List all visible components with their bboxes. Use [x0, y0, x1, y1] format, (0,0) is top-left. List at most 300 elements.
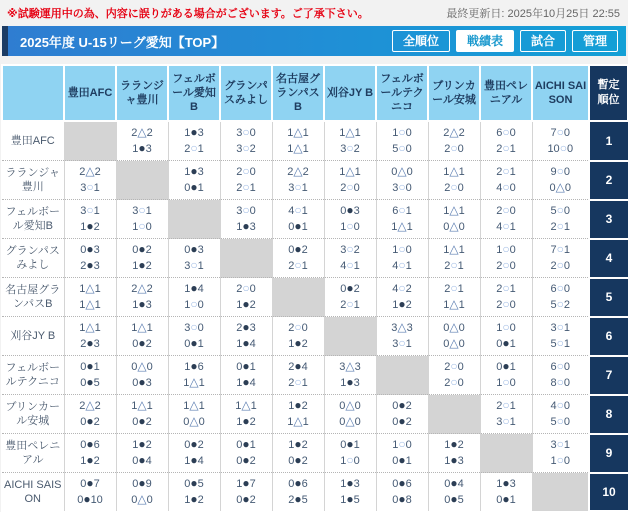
win-icon: ○ — [450, 281, 458, 295]
win-icon: ○ — [502, 258, 510, 272]
draw-icon: △ — [449, 164, 459, 178]
draw-icon: △ — [449, 219, 459, 233]
loss-icon: ● — [450, 492, 458, 506]
loss-icon: ● — [138, 437, 146, 451]
win-icon: ○ — [346, 297, 354, 311]
loss-icon: ● — [294, 437, 302, 451]
result-cell: 0●1 0●5 — [64, 356, 116, 395]
result-cell: 2○0 1●2 — [272, 317, 324, 356]
win-icon: ○ — [556, 242, 564, 256]
rank-cell: 10 — [589, 473, 628, 512]
result-cell: 0●4 0●5 — [428, 473, 480, 512]
rank-cell: 4 — [589, 239, 628, 278]
result-cell: 0●2 2○1 — [324, 278, 376, 317]
result-cell: 1●2 0●2 — [272, 434, 324, 473]
loss-icon: ● — [190, 453, 198, 467]
rank-cell: 3 — [589, 200, 628, 239]
win-icon: ○ — [502, 164, 510, 178]
self-match-cell — [272, 278, 324, 317]
result-cell: 0●2 1●4 — [168, 434, 220, 473]
result-cell: 1●2 0●4 — [116, 434, 168, 473]
notice-bar — [0, 0, 628, 24]
draw-icon: △ — [449, 125, 459, 139]
result-cell: 0●1 1○0 — [324, 434, 376, 473]
loss-icon: ● — [242, 437, 250, 451]
result-cell: 1△1 2○0 — [324, 161, 376, 200]
loss-icon: ● — [138, 414, 146, 428]
loss-icon: ● — [242, 320, 250, 334]
draw-icon: △ — [137, 398, 147, 412]
result-cell: 7○1 2○0 — [532, 239, 589, 278]
loss-icon: ● — [450, 476, 458, 490]
rank-cell: 7 — [589, 356, 628, 395]
result-cell: 1△1 0●2 — [116, 317, 168, 356]
loss-icon: ● — [138, 258, 146, 272]
draw-icon: △ — [397, 320, 407, 334]
result-cell: 1●3 2○1 — [168, 121, 220, 161]
win-icon: ○ — [242, 203, 250, 217]
result-cell: 0●6 2●5 — [272, 473, 324, 512]
loss-icon: ● — [398, 297, 406, 311]
result-cell: 0●3 2●3 — [64, 239, 116, 278]
loss-icon: ● — [294, 242, 302, 256]
result-cell: 0●3 3○1 — [168, 239, 220, 278]
row-header-team: ブリンカール安城 — [2, 395, 64, 434]
loss-icon: ● — [294, 219, 302, 233]
loss-icon: ● — [190, 125, 198, 139]
column-header-team: フェルボールテクニコ — [376, 65, 428, 121]
result-cell: 0●7 0●10 — [64, 473, 116, 512]
loss-icon: ● — [242, 219, 250, 233]
table-row — [2, 239, 628, 278]
loss-icon: ● — [242, 476, 250, 490]
win-icon: ○ — [556, 437, 564, 451]
loss-icon: ● — [138, 476, 146, 490]
table-row — [2, 473, 628, 512]
loss-icon: ● — [346, 476, 354, 490]
row-header-team: ラランジャ豊川 — [2, 161, 64, 200]
result-cell: 0△0 0△0 — [324, 395, 376, 434]
result-cell: 3○0 1●3 — [220, 200, 272, 239]
loss-icon: ● — [294, 453, 302, 467]
loss-icon: ● — [242, 492, 250, 506]
row-header-team: 名古屋グランパスB — [2, 278, 64, 317]
table-row — [2, 356, 628, 395]
draw-icon: △ — [189, 398, 199, 412]
result-cell: 4○0 5○0 — [532, 395, 589, 434]
win-icon: ○ — [556, 219, 564, 233]
admin-button[interactable]: 管理 — [572, 30, 618, 52]
result-cell: 6○0 2○1 — [480, 121, 532, 161]
win-icon: ○ — [502, 281, 510, 295]
result-cell: 0●2 2○1 — [272, 239, 324, 278]
result-cell: 2●4 2○1 — [272, 356, 324, 395]
loss-icon: ● — [294, 492, 302, 506]
result-cell: 1△1 1●2 — [220, 395, 272, 434]
loss-icon: ● — [138, 336, 146, 350]
table-row — [2, 161, 628, 200]
win-icon: ○ — [450, 375, 458, 389]
rank-cell: 2 — [589, 161, 628, 200]
win-icon: ○ — [346, 219, 354, 233]
draw-icon: △ — [397, 164, 407, 178]
draw-icon: △ — [345, 414, 355, 428]
win-icon: ○ — [346, 242, 354, 256]
draw-icon: △ — [137, 359, 147, 373]
loss-icon: ● — [138, 297, 146, 311]
page-title: 2025年度 U-15リーグ愛知【TOP】 — [20, 34, 225, 50]
draw-icon: △ — [449, 242, 459, 256]
loss-icon: ● — [346, 375, 354, 389]
win-icon: ○ — [86, 180, 94, 194]
loss-icon: ● — [86, 359, 94, 373]
result-cell: 2●3 1●4 — [220, 317, 272, 356]
win-icon: ○ — [398, 125, 406, 139]
row-header-team: 刈谷JY B — [2, 317, 64, 356]
win-icon: ○ — [502, 414, 510, 428]
result-cell: 3△3 1●3 — [324, 356, 376, 395]
notice-text: ※試験運用中の為、内容に誤りがある場合がございます。ご了承下さい。 — [7, 8, 369, 20]
table-row — [2, 317, 628, 356]
self-match-cell — [324, 317, 376, 356]
loss-icon: ● — [86, 219, 94, 233]
win-icon: ○ — [502, 219, 510, 233]
result-cell: 2△2 1●3 — [116, 121, 168, 161]
win-icon: ○ — [398, 141, 406, 155]
loss-icon: ● — [398, 414, 406, 428]
result-cell: 9○0 0△0 — [532, 161, 589, 200]
loss-icon: ● — [294, 476, 302, 490]
draw-icon: △ — [137, 281, 147, 295]
rank-cell: 1 — [589, 121, 628, 161]
result-cell: 2○0 1●2 — [220, 278, 272, 317]
row-header-team: AICHI SAISON — [2, 473, 64, 512]
win-icon: ○ — [242, 180, 250, 194]
rank-cell: 5 — [589, 278, 628, 317]
column-header-team: AICHI SAISON — [532, 65, 589, 121]
self-match-cell — [116, 161, 168, 200]
row-header-team: グランパスみよし — [2, 239, 64, 278]
column-header-team: グランパスみよし — [220, 65, 272, 121]
result-cell: 3○1 1○0 — [532, 434, 589, 473]
self-match-cell — [376, 356, 428, 395]
result-cell: 3○0 3○2 — [220, 121, 272, 161]
draw-icon: △ — [137, 320, 147, 334]
draw-icon: △ — [555, 180, 565, 194]
win-icon: ○ — [398, 180, 406, 194]
loss-icon: ● — [294, 359, 302, 373]
loss-icon: ● — [83, 492, 91, 506]
result-cell: 1△1 3○2 — [324, 121, 376, 161]
row-header-team: フェルボールテクニコ — [2, 356, 64, 395]
result-cell: 2○0 2○1 — [220, 161, 272, 200]
result-cell: 1●7 0●2 — [220, 473, 272, 512]
loss-icon: ● — [346, 492, 354, 506]
draw-icon: △ — [449, 203, 459, 217]
loss-icon: ● — [86, 453, 94, 467]
loss-icon: ● — [450, 437, 458, 451]
loss-icon: ● — [190, 476, 198, 490]
loss-icon: ● — [138, 141, 146, 155]
loss-icon: ● — [502, 359, 510, 373]
loss-icon: ● — [398, 492, 406, 506]
row-header-team: 豊田AFC — [2, 121, 64, 161]
result-cell: 3○0 0●1 — [168, 317, 220, 356]
win-icon: ○ — [450, 141, 458, 155]
result-cell: 0●1 1●4 — [220, 356, 272, 395]
result-cell: 3○1 1●2 — [64, 200, 116, 239]
table-row — [2, 121, 628, 161]
self-match-cell — [168, 200, 220, 239]
result-cell: 1○0 0●1 — [480, 317, 532, 356]
result-cell: 1●2 1●3 — [428, 434, 480, 473]
column-header-team: ラランジャ豊川 — [116, 65, 168, 121]
win-icon: ○ — [559, 141, 567, 155]
loss-icon: ● — [138, 242, 146, 256]
draw-icon: △ — [345, 359, 355, 373]
draw-icon: △ — [85, 320, 95, 334]
result-cell: 0●2 0●2 — [376, 395, 428, 434]
result-cell: 1●3 0●1 — [480, 473, 532, 512]
win-icon: ○ — [294, 258, 302, 272]
result-cell: 2○1 2○0 — [480, 278, 532, 317]
result-cell: 1●4 1○0 — [168, 278, 220, 317]
loss-icon: ● — [502, 336, 510, 350]
win-icon: ○ — [190, 320, 198, 334]
win-icon: ○ — [556, 258, 564, 272]
loss-icon: ● — [398, 476, 406, 490]
win-icon: ○ — [190, 297, 198, 311]
self-match-cell — [428, 395, 480, 434]
result-cell: 0●5 1●2 — [168, 473, 220, 512]
results-table-button[interactable]: 戦績表 — [456, 30, 514, 52]
result-cell: 2○1 1△1 — [428, 278, 480, 317]
loss-icon: ● — [86, 476, 94, 490]
matches-button[interactable]: 試合 — [520, 30, 566, 52]
self-match-cell — [64, 121, 116, 161]
win-icon: ○ — [346, 141, 354, 155]
loss-icon: ● — [86, 437, 94, 451]
loss-icon: ● — [190, 242, 198, 256]
draw-icon: △ — [449, 320, 459, 334]
draw-icon: △ — [85, 164, 95, 178]
loss-icon: ● — [502, 476, 510, 490]
win-icon: ○ — [346, 453, 354, 467]
draw-icon: △ — [293, 414, 303, 428]
win-icon: ○ — [556, 359, 564, 373]
rank-cell: 8 — [589, 395, 628, 434]
result-cell: 1○0 2○0 — [480, 239, 532, 278]
result-cell: 2△2 2○0 — [428, 121, 480, 161]
win-icon: ○ — [138, 203, 146, 217]
loss-icon: ● — [346, 203, 354, 217]
rank-cell: 6 — [589, 317, 628, 356]
result-cell: 0●2 1●2 — [116, 239, 168, 278]
self-match-cell — [480, 434, 532, 473]
column-header-team: 刈谷JY B — [324, 65, 376, 121]
win-icon: ○ — [346, 180, 354, 194]
result-cell: 0●1 0●2 — [220, 434, 272, 473]
loss-icon: ● — [190, 180, 198, 194]
result-cell: 2△2 3○1 — [64, 161, 116, 200]
loss-icon: ● — [242, 414, 250, 428]
win-icon: ○ — [502, 297, 510, 311]
corner-cell — [2, 65, 64, 121]
loss-icon: ● — [398, 453, 406, 467]
column-header-team: 豊田AFC — [64, 65, 116, 121]
table-row — [2, 434, 628, 473]
result-cell: 2○0 4○1 — [480, 200, 532, 239]
win-icon: ○ — [502, 203, 510, 217]
result-cell: 1△1 1△1 — [64, 278, 116, 317]
win-icon: ○ — [346, 258, 354, 272]
result-cell: 2○1 4○0 — [480, 161, 532, 200]
result-cell: 1△1 2○0 — [428, 161, 480, 200]
table-row — [2, 395, 628, 434]
result-cell: 3○1 1○0 — [116, 200, 168, 239]
result-cell: 1○0 5○0 — [376, 121, 428, 161]
result-cell: 2△2 1●3 — [116, 278, 168, 317]
result-cell: 1△1 1△1 — [272, 121, 324, 161]
result-cell: 1△1 0△0 — [168, 395, 220, 434]
loss-icon: ● — [242, 453, 250, 467]
win-icon: ○ — [450, 359, 458, 373]
result-cell: 2△2 3○1 — [272, 161, 324, 200]
win-icon: ○ — [556, 414, 564, 428]
win-icon: ○ — [556, 297, 564, 311]
title-bar — [2, 26, 626, 56]
loss-icon: ● — [346, 281, 354, 295]
win-icon: ○ — [556, 375, 564, 389]
self-match-cell — [532, 473, 589, 512]
draw-icon: △ — [397, 219, 407, 233]
win-icon: ○ — [502, 320, 510, 334]
result-cell: 0△0 3○0 — [376, 161, 428, 200]
draw-icon: △ — [189, 414, 199, 428]
column-header-team: 名古屋グランパスB — [272, 65, 324, 121]
win-icon: ○ — [190, 258, 198, 272]
loss-icon: ● — [190, 164, 198, 178]
table-row — [2, 200, 628, 239]
win-icon: ○ — [294, 203, 302, 217]
loss-icon: ● — [242, 359, 250, 373]
win-icon: ○ — [556, 281, 564, 295]
loss-icon: ● — [242, 336, 250, 350]
result-cell: 0●9 0△0 — [116, 473, 168, 512]
loss-icon: ● — [86, 336, 94, 350]
win-icon: ○ — [450, 180, 458, 194]
nav-button-group — [392, 30, 626, 52]
result-cell: 2○1 3○1 — [480, 395, 532, 434]
last-updated-text: 最終更新日: 2025年10月25日 22:55 — [446, 8, 620, 20]
draw-icon: △ — [345, 164, 355, 178]
loss-icon: ● — [190, 281, 198, 295]
win-icon: ○ — [556, 203, 564, 217]
draw-icon: △ — [137, 125, 147, 139]
loss-icon: ● — [190, 359, 198, 373]
draw-icon: △ — [449, 336, 459, 350]
win-icon: ○ — [502, 125, 510, 139]
rank-column-header: 暫定順位 — [589, 65, 628, 121]
result-cell: 3○1 5○1 — [532, 317, 589, 356]
result-cell: 6○0 8○0 — [532, 356, 589, 395]
result-cell: 4○2 1●2 — [376, 278, 428, 317]
draw-icon: △ — [241, 398, 251, 412]
win-icon: ○ — [450, 258, 458, 272]
result-cell: 1○0 0●1 — [376, 434, 428, 473]
result-cell: 0△0 0△0 — [428, 317, 480, 356]
column-header-team: ブリンカール安城 — [428, 65, 480, 121]
result-cell: 0△0 0●3 — [116, 356, 168, 395]
win-icon: ○ — [190, 141, 198, 155]
column-header-team: フェルボール愛知B — [168, 65, 220, 121]
win-icon: ○ — [294, 180, 302, 194]
result-cell: 6○1 1△1 — [376, 200, 428, 239]
win-icon: ○ — [502, 398, 510, 412]
draw-icon: △ — [85, 398, 95, 412]
win-icon: ○ — [294, 320, 302, 334]
win-icon: ○ — [502, 180, 510, 194]
win-icon: ○ — [398, 281, 406, 295]
win-icon: ○ — [138, 219, 146, 233]
result-cell: 3△3 3○1 — [376, 317, 428, 356]
loss-icon: ● — [86, 375, 94, 389]
column-header-team: 豊田ペレニアル — [480, 65, 532, 121]
draw-icon: △ — [137, 492, 147, 506]
loss-icon: ● — [190, 437, 198, 451]
result-cell: 1△1 0●2 — [116, 395, 168, 434]
win-icon: ○ — [556, 336, 564, 350]
win-icon: ○ — [242, 141, 250, 155]
result-cell: 1●3 0●1 — [168, 161, 220, 200]
header-row — [2, 65, 628, 121]
all-rankings-button[interactable]: 全順位 — [392, 30, 450, 52]
result-cell: 7○0 10○0 — [532, 121, 589, 161]
loss-icon: ● — [86, 414, 94, 428]
rank-cell: 9 — [589, 434, 628, 473]
win-icon: ○ — [86, 203, 94, 217]
loss-icon: ● — [242, 297, 250, 311]
win-icon: ○ — [242, 164, 250, 178]
loss-icon: ● — [138, 453, 146, 467]
loss-icon: ● — [450, 453, 458, 467]
win-icon: ○ — [242, 125, 250, 139]
result-cell: 0●6 1●2 — [64, 434, 116, 473]
draw-icon: △ — [293, 125, 303, 139]
result-cell: 1△1 2●3 — [64, 317, 116, 356]
result-cell: 0●1 1○0 — [480, 356, 532, 395]
result-cell: 6○0 5○2 — [532, 278, 589, 317]
loss-icon: ● — [86, 242, 94, 256]
table-row — [2, 278, 628, 317]
draw-icon: △ — [293, 141, 303, 155]
row-header-team: 豊田ペレニアル — [2, 434, 64, 473]
loss-icon: ● — [294, 398, 302, 412]
win-icon: ○ — [242, 281, 250, 295]
draw-icon: △ — [345, 398, 355, 412]
loss-icon: ● — [502, 492, 510, 506]
win-icon: ○ — [556, 125, 564, 139]
loss-icon: ● — [190, 492, 198, 506]
self-match-cell — [220, 239, 272, 278]
result-cell: 0●6 0●8 — [376, 473, 428, 512]
row-header-team: フェルボール愛知B — [2, 200, 64, 239]
result-cell: 1●2 1△1 — [272, 395, 324, 434]
draw-icon: △ — [189, 375, 199, 389]
result-cell: 4○1 0●1 — [272, 200, 324, 239]
win-icon: ○ — [398, 258, 406, 272]
draw-icon: △ — [449, 297, 459, 311]
